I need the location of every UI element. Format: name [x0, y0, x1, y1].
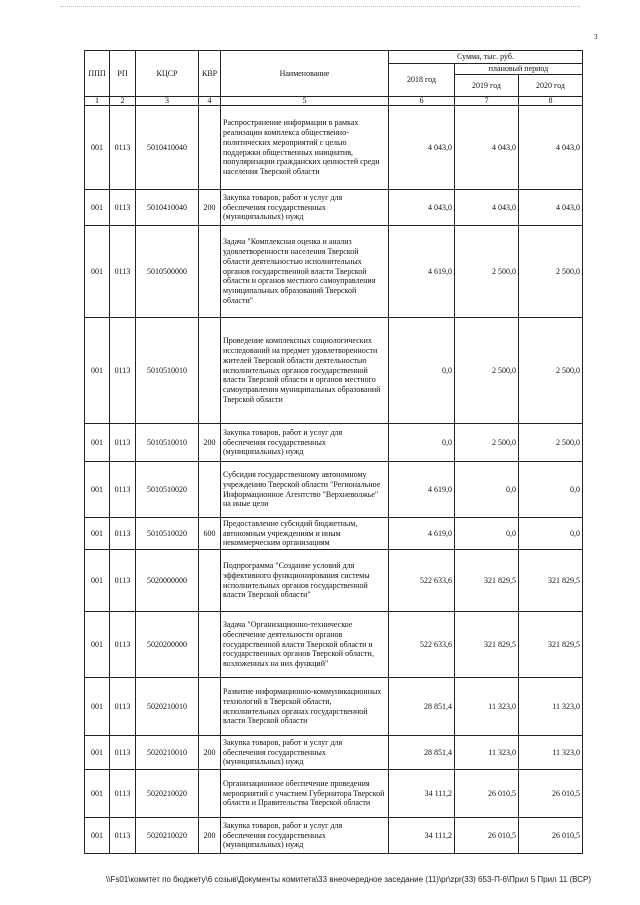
cell-2020: 0,0 — [519, 518, 583, 550]
cell-ppp: 001 — [85, 106, 110, 190]
header-kcsr: КЦСР — [136, 51, 199, 97]
cell-rp: 0113 — [110, 736, 136, 770]
cell-ppp: 001 — [85, 518, 110, 550]
cell-2019: 26 010,5 — [455, 770, 519, 818]
cell-name: Задача "Комплексная оценка и анализ удовлетворенности населения Тверской области деятельностью исполнительных органов государственной власти Тверской области и органов местного самоуправления муниципальных образований Тверской области" — [221, 226, 389, 318]
cell-2020: 11 323,0 — [519, 678, 583, 736]
cell-kvr: 200 — [199, 736, 221, 770]
column-index-cell: 6 — [389, 97, 455, 106]
column-index-cell: 7 — [455, 97, 519, 106]
cell-ppp: 001 — [85, 190, 110, 226]
table-row — [85, 736, 583, 770]
header-2019: 2019 год — [455, 75, 519, 97]
scan-top-edge — [60, 6, 580, 7]
cell-2018: 34 111,2 — [389, 770, 455, 818]
cell-kvr — [199, 550, 221, 612]
cell-ppp: 001 — [85, 678, 110, 736]
cell-2018: 28 851,4 — [389, 736, 455, 770]
cell-rp: 0113 — [110, 424, 136, 462]
cell-ppp: 001 — [85, 612, 110, 678]
column-index-cell: 2 — [110, 97, 136, 106]
cell-2020: 321 829,5 — [519, 612, 583, 678]
cell-rp: 0113 — [110, 226, 136, 318]
cell-name: Предоставление субсидий бюджетным, автономным учреждениям и иным некоммерческим организациям — [221, 518, 389, 550]
cell-2019: 26 010,5 — [455, 818, 519, 854]
cell-2018: 4 619,0 — [389, 518, 455, 550]
column-index-cell: 1 — [85, 97, 110, 106]
cell-2019: 11 323,0 — [455, 736, 519, 770]
cell-kcsr: 5010410040 — [136, 190, 199, 226]
cell-kvr — [199, 612, 221, 678]
cell-ppp: 001 — [85, 462, 110, 518]
cell-kcsr: 5010500000 — [136, 226, 199, 318]
cell-2020: 4 043,0 — [519, 190, 583, 226]
table-row — [85, 318, 583, 424]
cell-name: Субсидия государственному автономному учреждению Тверской области "Региональное Информационное Агентство "Верхневолжье" на иные цели — [221, 462, 389, 518]
cell-2019: 2 500,0 — [455, 424, 519, 462]
table-row — [85, 226, 583, 318]
cell-kcsr: 5020000000 — [136, 550, 199, 612]
cell-2020: 26 010,5 — [519, 770, 583, 818]
cell-ppp: 001 — [85, 736, 110, 770]
header-2018: 2018 год — [389, 64, 455, 97]
cell-2020: 11 323,0 — [519, 736, 583, 770]
cell-2018: 522 633,6 — [389, 550, 455, 612]
cell-kvr: 200 — [199, 424, 221, 462]
header-planned-period: плановый период — [455, 64, 583, 75]
cell-2020: 4 043,0 — [519, 106, 583, 190]
cell-ppp: 001 — [85, 424, 110, 462]
column-index-cell: 5 — [221, 97, 389, 106]
cell-kvr — [199, 106, 221, 190]
column-index-row — [85, 97, 583, 106]
cell-rp: 0113 — [110, 612, 136, 678]
cell-2020: 2 500,0 — [519, 226, 583, 318]
cell-ppp: 001 — [85, 770, 110, 818]
cell-rp: 0113 — [110, 550, 136, 612]
header-2020: 2020 год — [519, 75, 583, 97]
table-row — [85, 612, 583, 678]
cell-ppp: 001 — [85, 550, 110, 612]
cell-kcsr: 5010510020 — [136, 462, 199, 518]
cell-rp: 0113 — [110, 518, 136, 550]
cell-kcsr: 5010510010 — [136, 318, 199, 424]
cell-2019: 2 500,0 — [455, 318, 519, 424]
cell-ppp: 001 — [85, 818, 110, 854]
cell-name: Закупка товаров, работ и услуг для обеспечения государственных (муниципальных) нужд — [221, 818, 389, 854]
cell-ppp: 001 — [85, 318, 110, 424]
cell-kcsr: 5020210010 — [136, 736, 199, 770]
cell-2018: 4 043,0 — [389, 106, 455, 190]
cell-2019: 4 043,0 — [455, 106, 519, 190]
column-index-cell: 3 — [136, 97, 199, 106]
cell-2018: 0,0 — [389, 318, 455, 424]
cell-ppp: 001 — [85, 226, 110, 318]
budget-table — [84, 50, 583, 854]
cell-kcsr: 5020210020 — [136, 818, 199, 854]
cell-kvr: 200 — [199, 818, 221, 854]
header-ppp: ППП — [85, 51, 110, 97]
cell-rp: 0113 — [110, 318, 136, 424]
cell-kcsr: 5010510010 — [136, 424, 199, 462]
table-row — [85, 770, 583, 818]
table-row — [85, 190, 583, 226]
cell-name: Закупка товаров, работ и услуг для обеспечения государственных (муниципальных) нужд — [221, 424, 389, 462]
cell-kvr — [199, 770, 221, 818]
table-row — [85, 818, 583, 854]
cell-2020: 26 010,5 — [519, 818, 583, 854]
table-row — [85, 518, 583, 550]
table-row — [85, 424, 583, 462]
cell-name: Распространение информации в рамках реализации комплекса общественно-политических мероприятий с целью поддержки общественных инициатив, популяризации гражданских ценностей среди населения Тверской области — [221, 106, 389, 190]
cell-kvr: 600 — [199, 518, 221, 550]
cell-kcsr: 5020210010 — [136, 678, 199, 736]
column-index-cell: 4 — [199, 97, 221, 106]
table-body — [85, 106, 583, 854]
cell-rp: 0113 — [110, 462, 136, 518]
header-sum: Сумма, тыс. руб. — [389, 51, 583, 64]
cell-name: Закупка товаров, работ и услуг для обеспечения государственных (муниципальных) нужд — [221, 190, 389, 226]
cell-kcsr: 5010410040 — [136, 106, 199, 190]
cell-2018: 4 619,0 — [389, 462, 455, 518]
table-row — [85, 678, 583, 736]
cell-kcsr: 5020200000 — [136, 612, 199, 678]
cell-name: Задача "Организационно-техническое обеспечение деятельности органов государственной власти Тверской области и государственных органов Тверской области, возложенных на них функций" — [221, 612, 389, 678]
cell-2019: 321 829,5 — [455, 550, 519, 612]
cell-2018: 34 111,2 — [389, 818, 455, 854]
cell-kvr — [199, 462, 221, 518]
cell-2018: 28 851,4 — [389, 678, 455, 736]
cell-2020: 2 500,0 — [519, 318, 583, 424]
cell-2019: 321 829,5 — [455, 612, 519, 678]
cell-2019: 4 043,0 — [455, 190, 519, 226]
cell-kcsr: 5020210020 — [136, 770, 199, 818]
cell-rp: 0113 — [110, 818, 136, 854]
cell-kcsr: 5010510020 — [136, 518, 199, 550]
cell-name: Подпрограмма "Создание условий для эффективного функционирования системы исполнительных органов государственной власти Тверской области" — [221, 550, 389, 612]
cell-2020: 2 500,0 — [519, 424, 583, 462]
cell-rp: 0113 — [110, 678, 136, 736]
header-rp: РП — [110, 51, 136, 97]
file-path-footer: \\Fs01\комитет по бюджету\6 созыв\Документы комитета\33 внеочередное заседание (11)\pr\zpr(33) 653-П-6\Прил 5 Прил 11 (ВСР) — [106, 875, 591, 884]
cell-2019: 2 500,0 — [455, 226, 519, 318]
column-index-cell: 8 — [519, 97, 583, 106]
table-row — [85, 550, 583, 612]
cell-2020: 0,0 — [519, 462, 583, 518]
cell-2019: 0,0 — [455, 518, 519, 550]
cell-2019: 0,0 — [455, 462, 519, 518]
cell-name: Проведение комплексных социологических исследований на предмет удовлетворенности жителей Тверской области деятельностью исполнительных органов государственной власти Тверской области и органов местного самоуправления муниципальных образований Тверской области — [221, 318, 389, 424]
cell-name: Закупка товаров, работ и услуг для обеспечения государственных (муниципальных) нужд — [221, 736, 389, 770]
cell-rp: 0113 — [110, 770, 136, 818]
cell-2018: 522 633,6 — [389, 612, 455, 678]
cell-kvr: 200 — [199, 190, 221, 226]
cell-kvr — [199, 678, 221, 736]
header-name: Наименование — [221, 51, 389, 97]
table-row — [85, 106, 583, 190]
table-row — [85, 462, 583, 518]
cell-name: Развитие информационно-коммуникационных технологий в Тверской области, исполнительных органах государственной власти Тверской области — [221, 678, 389, 736]
cell-2018: 4 619,0 — [389, 226, 455, 318]
cell-kvr — [199, 226, 221, 318]
cell-kvr — [199, 318, 221, 424]
cell-2018: 4 043,0 — [389, 190, 455, 226]
cell-2019: 11 323,0 — [455, 678, 519, 736]
page-number: 3 — [594, 33, 598, 41]
cell-rp: 0113 — [110, 190, 136, 226]
header-kvr: КВР — [199, 51, 221, 97]
cell-2020: 321 829,5 — [519, 550, 583, 612]
cell-rp: 0113 — [110, 106, 136, 190]
cell-name: Организационное обеспечение проведения мероприятий с участием Губернатора Тверской области и Правительства Тверской области — [221, 770, 389, 818]
cell-2018: 0,0 — [389, 424, 455, 462]
